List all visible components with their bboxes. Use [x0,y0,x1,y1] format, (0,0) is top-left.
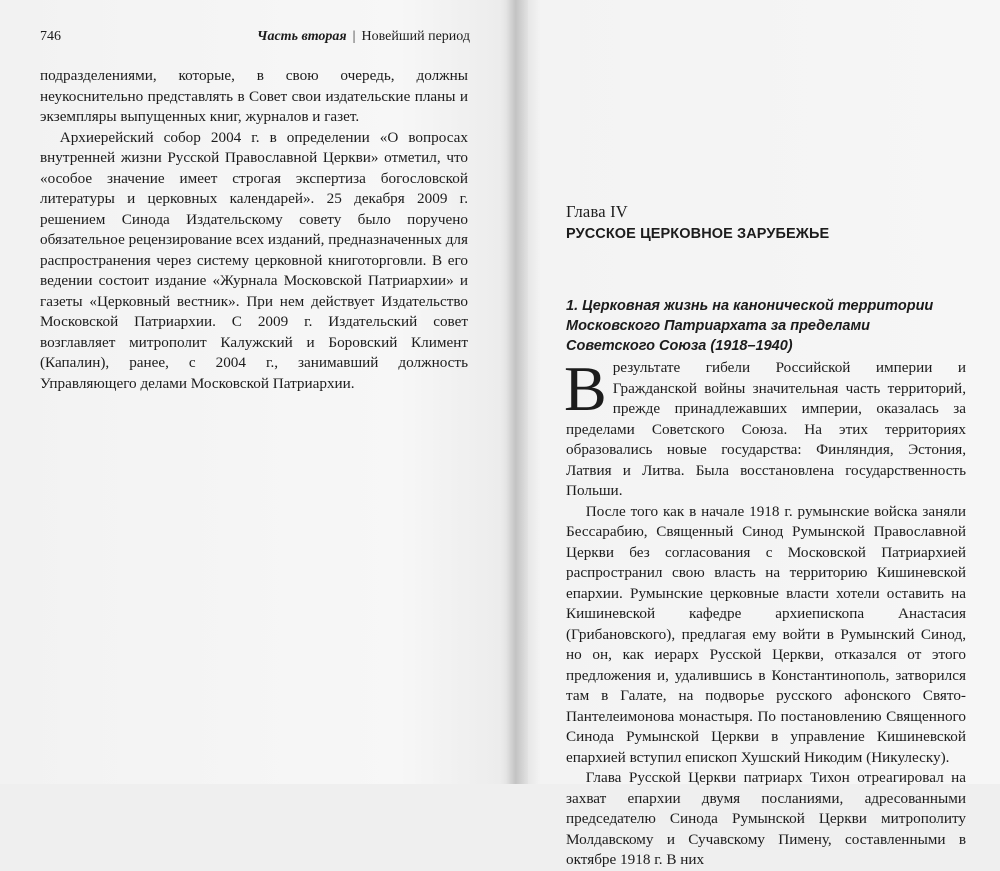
running-head-separator: | [352,29,356,44]
running-head-text [257,28,470,46]
book-gutter [506,0,528,784]
right-body-text [564,353,966,871]
first-paragraph [564,353,966,502]
page-number: 746 [40,29,61,44]
section-heading: 1. Церковная жизнь на канонической территории Московского Патриархата за пределами Советского Союза (1918–1940) [566,298,934,354]
running-head-section: Часть вторая [257,29,347,44]
paragraph: Глава Русской Церкви патриарх Тихон отреагировал на захват епархии двумя посланиями, адресованными председателю Синода Румынской Церкви митрополиту Молдавскому и Сучавскому Пимену, составленными в октябре 1918 г. В них [566,769,966,868]
paragraph: Архиерейский собор 2004 г. в определении «О вопросах внутренней жизни Русской Православной Церкви» отметил, что «особое значение имеет строгая экспертиза богословской литературы и церковных календарей». 25 декабря 2009 г. решением Синода Издательскому совету было поручено обязательное рецензирование всех изданий, предназначенных для распространения через систему церковной книготорговли. В его ведении состоит издание «Журнала Московской Патриархии» и газеты «Церковный вестник». При нем действует Издательство Московской Патриархии. С 2009 г. Издательский совет возглавляет митрополит Калужский и Боровский Климент (Капалин), ранее, с 2004 г., занимавший должность Управляющего делами Московской Патриархии. [40,128,468,392]
left-body-text [40,66,468,394]
chapter-title: РУССКОЕ ЦЕРКОВНОЕ ЗАРУБЕЖЬЕ [566,226,830,242]
left-running-head [40,28,470,46]
chapter-label: Глава IV [566,202,628,221]
paragraph: После того как в начале 1918 г. румынские войска заняли Бессарабию, Священный Синод Румынской Православной Церкви без согласования с Московской Патриархией распространил свою власть на территорию Кишиневской епархии. Румынские церковные власти хотели оставить на Кишиневской кафедре архиепископа Анастасия (Грибановского), предлагая ему войти в Румынский Синод, но он, как иерарх Русской Церкви, отказался от этого предложения и, удалившись в Константинополь, затворился там в Галате, на подворье русского афонского Свято-Пантелеимонова монастыря. По постановлению Священного Синода Румынской Церкви в управление Кишиневской епархией вступил епископ Хушский Никодим (Никулеску). [566,502,966,766]
first-paragraph-text: результате гибели Российской империи и Гражданской войны значительная часть территорий, прежде принадлежавших империи, оказалась за пределами Советского Союза. На этих территориях образовались новые государства: Финляндия, Эстония, Латвия и Литва. Была восстановлена государственность Польши. [566,359,966,499]
left-page [0,0,506,784]
dropcap: В [564,353,607,424]
paragraph: подразделениями, которые, в свою очередь, должны неукоснительно представлять в Совет свои издательские планы и экземпляры выпущенных книг, журналов и газет. [40,67,468,125]
running-head-title: Новейший период [361,29,470,44]
right-page [528,0,1000,868]
